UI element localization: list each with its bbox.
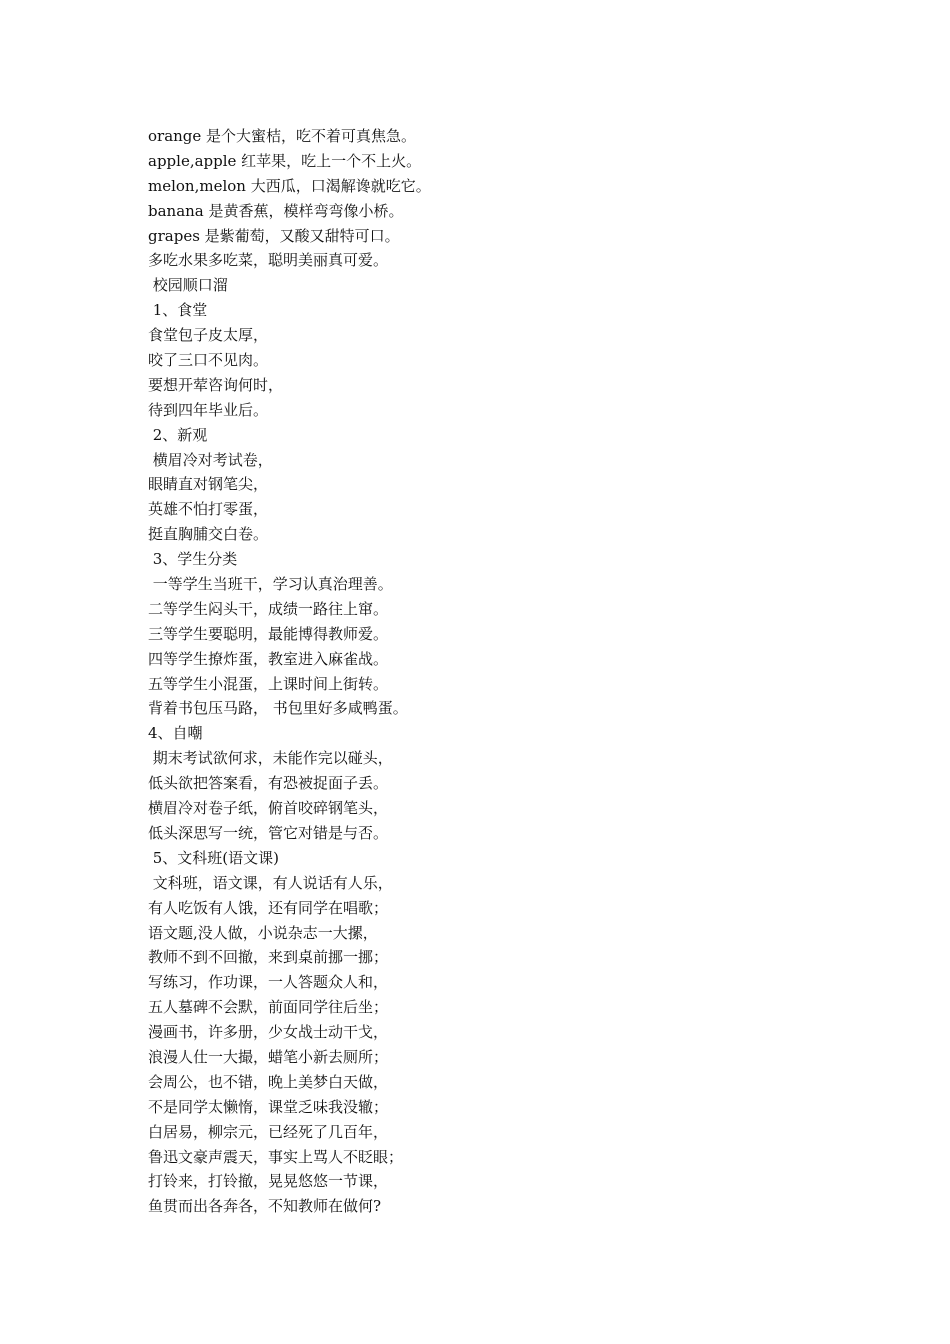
text-line: 二等学生闷头干，成绩一路往上窜。 <box>148 599 389 618</box>
text-line: 浪漫人仕一大撮，蜡笔小新去厕所； <box>148 1047 389 1066</box>
text-line: 咬了三口不见肉。 <box>148 351 269 370</box>
text-line: 待到四年毕业后。 <box>148 400 269 419</box>
text-line: 多吃水果多吃菜，聪明美丽真可爱。 <box>148 251 389 270</box>
text-line: 五人墓碑不会默，前面同学往后坐； <box>148 998 389 1017</box>
text-line: 低头欲把答案看，有恐被捉面子丢。 <box>148 774 389 793</box>
text-line: 横眉冷对考试卷， <box>148 450 273 469</box>
section-heading: 校园顺口溜 <box>148 276 228 295</box>
text-line: 食堂包子皮太厚， <box>148 326 269 345</box>
text-line: banana 是黄香蕉，模样弯弯像小桥。 <box>148 201 404 220</box>
subsection-heading: 3、学生分类 <box>148 550 238 569</box>
text-line: 一等学生当班干，学习认真治理善。 <box>148 575 393 594</box>
subsection-heading: 1、食堂 <box>148 301 208 320</box>
text-line: 会周公，也不错，晚上美梦白天做， <box>148 1072 389 1091</box>
text-line: 语文题,没人做，小说杂志一大摞， <box>148 923 378 942</box>
text-line: 不是同学太懒惰，课堂乏味我没辙； <box>148 1097 389 1116</box>
text-line: 文科班，语文课，有人说话有人乐， <box>148 873 393 892</box>
text-line: 教师不到不回撤，来到桌前挪一挪； <box>148 948 389 967</box>
text-line: 打铃来，打铃撤，晃晃悠悠一节课， <box>148 1172 389 1191</box>
text-line: 要想开荤咨询何时， <box>148 375 284 394</box>
text-line: orange 是个大蜜桔，吃不着可真焦急。 <box>148 127 417 145</box>
text-line: 三等学生要聪明，最能博得教师爱。 <box>148 624 389 643</box>
text-line: 背着书包压马路， 书包里好多咸鸭蛋。 <box>148 699 408 718</box>
document-body <box>148 124 848 1219</box>
text-line: 英雄不怕打零蛋， <box>148 500 269 519</box>
subsection-heading: 2、新观 <box>148 425 208 444</box>
text-line: 漫画书，许多册，少女战士动干戈， <box>148 1023 389 1042</box>
text-line: 挺直胸脯交白卷。 <box>148 525 269 544</box>
text-line: 鲁迅文豪声震天，事实上骂人不眨眼； <box>148 1147 404 1166</box>
text-line: 白居易，柳宗元，已经死了几百年， <box>148 1122 389 1141</box>
text-line: 鱼贯而出各奔各，不知教师在做何? <box>148 1197 382 1216</box>
text-line: 五等学生小混蛋，上课时间上街转。 <box>148 674 389 693</box>
subsection-heading: 5、文科班(语文课) <box>148 848 280 867</box>
text-line: 写练习，作功课，一人答题众人和， <box>148 973 389 992</box>
text-line: 有人吃饭有人饿，还有同学在唱歌； <box>148 898 389 917</box>
text-line: 期末考试欲何求，未能作完以碰头， <box>148 749 393 768</box>
text-line: apple,apple 红苹果，吃上一个不上火。 <box>148 151 422 170</box>
subsection-heading: 4、自嘲 <box>148 724 203 743</box>
text-line: 四等学生撩炸蛋，教室进入麻雀战。 <box>148 649 389 668</box>
text-line: grapes 是紫葡萄，又酸又甜特可口。 <box>148 226 400 245</box>
text-line: melon,melon 大西瓜，口渴解谗就吃它。 <box>148 176 431 195</box>
text-line: 眼睛直对钢笔尖， <box>148 475 269 494</box>
text-line: 低头深思写一统，管它对错是与否。 <box>148 823 389 842</box>
text-line: 横眉冷对卷子纸，俯首咬碎钢笔头， <box>148 799 389 818</box>
